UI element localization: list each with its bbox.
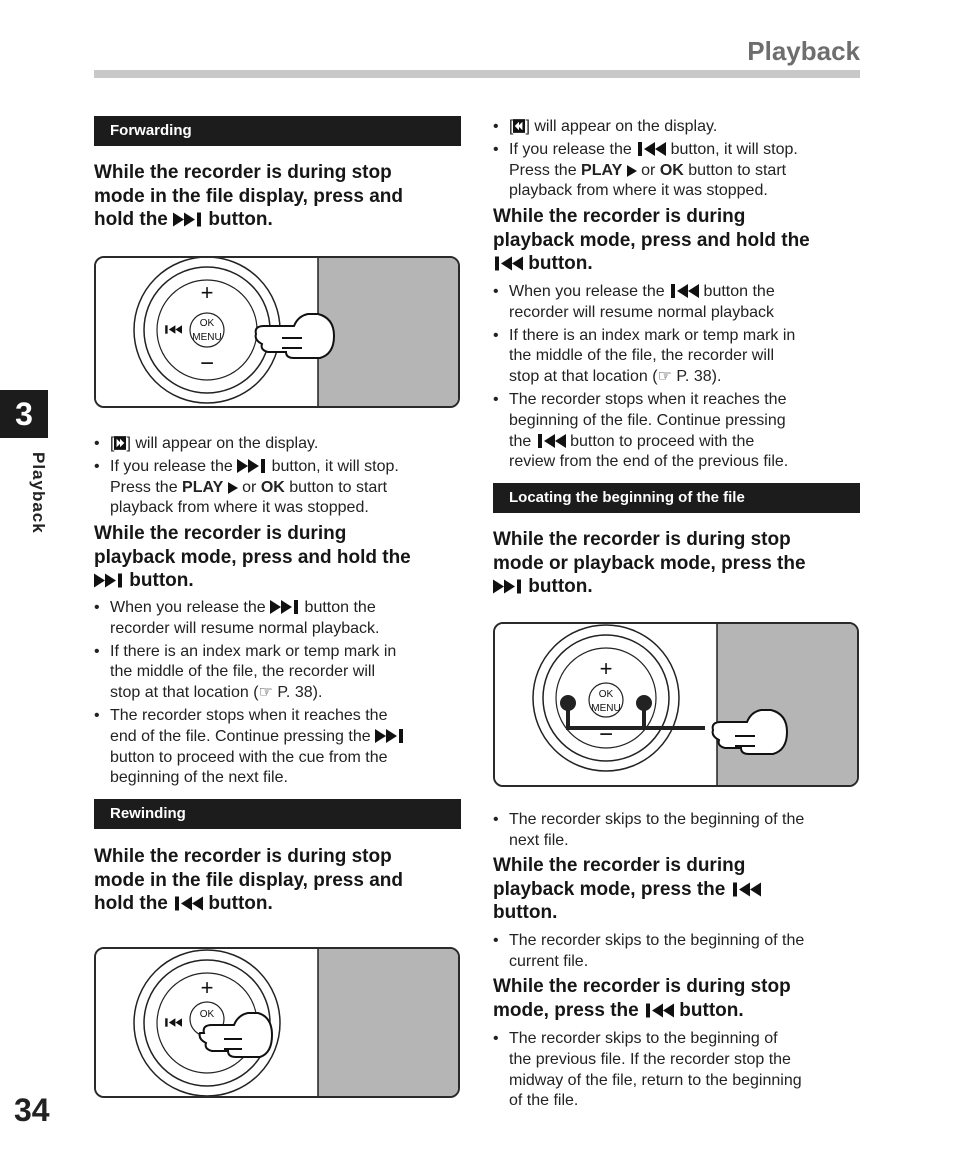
- list-item: • If you release the button, it will stop. Press the PLAY or OK button to start playback from where it was stopped.: [493, 140, 863, 202]
- section-forwarding: Forwarding: [94, 116, 461, 146]
- locate-current-notes: [493, 931, 863, 975]
- heading-rewind-playback: While the recorder is during playback mode, press and hold the button.: [493, 206, 810, 274]
- rewind-playback-notes: [493, 282, 863, 475]
- play-triangle-icon: [627, 165, 637, 177]
- section-locating: Locating the beginning of the file: [493, 483, 860, 513]
- svg-text:+: +: [200, 975, 214, 1000]
- svg-text:OK: OK: [199, 318, 215, 329]
- heading-locate-current: While the recorder is during playback mode, press the button.: [493, 854, 863, 925]
- svg-text:−: −: [598, 721, 614, 748]
- list-item: • When you release the button the recorder will resume normal playback.: [94, 598, 464, 640]
- rewind-button-icon: [636, 142, 666, 156]
- rewind-button-icon: [173, 896, 203, 911]
- fast-forward-button-icon: [270, 600, 300, 614]
- chapter-side-label: Playback: [29, 452, 48, 534]
- forward-stop-notes: [94, 434, 464, 521]
- svg-text:OK: OK: [199, 1009, 215, 1020]
- rewind-button-icon: [731, 882, 761, 897]
- title-rule: [94, 70, 860, 78]
- page-title: Playback: [747, 36, 860, 66]
- device-illustration-skip: [493, 622, 859, 787]
- heading-locate-next: While the recorder is during stop mode or playback mode, press the button.: [493, 529, 806, 597]
- rewind-button-icon: [669, 284, 699, 298]
- list-item: • The recorder stops when it reaches the end of the file. Continue pressing the button to proceed with the cue from the beginning of the next file.: [94, 706, 464, 789]
- list-item: • [ ] will appear on the display.: [94, 434, 464, 455]
- rewind-button-icon: [644, 1003, 674, 1018]
- review-display-icon: [513, 119, 525, 133]
- heading-locate-previous: While the recorder is during stop mode, press the button.: [493, 976, 791, 1021]
- svg-text:MENU: MENU: [591, 703, 621, 714]
- locate-next-notes: [493, 810, 863, 854]
- list-item: • The recorder skips to the beginning of the current file.: [493, 931, 863, 973]
- heading-forward-stop: While the recorder is during stop mode in the file display, press and hold the button.: [94, 162, 404, 230]
- heading-forward-playback: While the recorder is during playback mode, press and hold the button.: [94, 523, 411, 591]
- play-triangle-icon: [228, 482, 238, 494]
- device-illustration-forward: [94, 256, 460, 408]
- heading-rewind-stop: While the recorder is during stop mode in the file display, press and hold the button.: [94, 846, 404, 914]
- svg-text:OK: OK: [598, 689, 614, 700]
- svg-text:+: +: [200, 280, 214, 305]
- device-illustration-rewind: [94, 947, 460, 1098]
- svg-text:+: +: [599, 656, 613, 681]
- fast-forward-button-icon: [237, 459, 267, 473]
- rewind-stop-notes: [493, 117, 863, 204]
- svg-text:MENU: MENU: [192, 332, 222, 343]
- list-item: • [ ] will appear on the display.: [493, 117, 863, 138]
- list-item: • If you release the button, it will stop. Press the PLAY or OK button to start playback from where it was stopped.: [94, 457, 464, 519]
- list-item: • The recorder stops when it reaches the beginning of the file. Continue pressing the button to proceed with the review from the end of the previous file.: [493, 390, 863, 473]
- list-item: • The recorder skips to the beginning of the previous file. If the recorder stop the midway of the file, return to the beginning of the file.: [493, 1029, 863, 1112]
- list-item: • If there is an index mark or temp mark in the middle of the file, the recorder will stop at that location (☞ P. 38).: [94, 642, 464, 704]
- rewind-button-icon: [536, 434, 566, 448]
- section-rewinding: Rewinding: [94, 799, 461, 829]
- list-item: • When you release the button the recorder will resume normal playback: [493, 282, 863, 324]
- fast-forward-button-icon: [94, 573, 124, 588]
- list-item: • If there is an index mark or temp mark in the middle of the file, the recorder will stop at that location (☞ P. 38).: [493, 326, 863, 388]
- list-item: • The recorder skips to the beginning of the next file.: [493, 810, 863, 852]
- chapter-tab: 3: [0, 390, 48, 438]
- forward-playback-notes: [94, 598, 464, 791]
- fast-forward-button-icon: [173, 212, 203, 227]
- fast-forward-button-icon: [375, 729, 405, 743]
- fast-forward-button-icon: [493, 579, 523, 594]
- rewind-button-icon: [493, 256, 523, 271]
- cue-display-icon: [114, 436, 126, 450]
- page-number: 34: [14, 1092, 50, 1128]
- locate-previous-notes: [493, 1029, 863, 1114]
- svg-text:−: −: [199, 350, 215, 377]
